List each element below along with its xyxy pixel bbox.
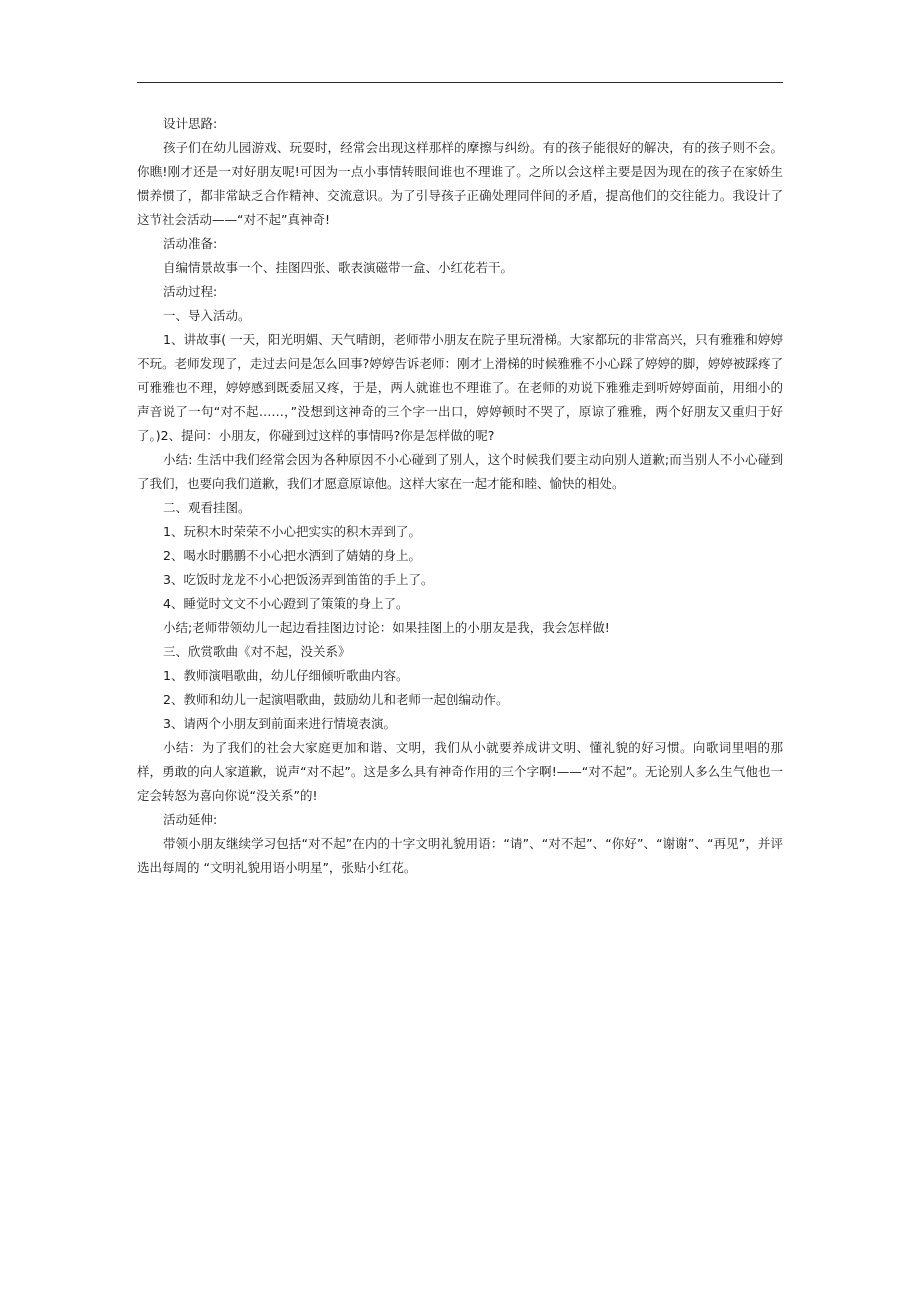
paragraph-story: 1、讲故事( 一天，阳光明媚、天气晴朗，老师带小朋友在院子里玩滑梯。大家都玩的非常高兴，只有雅雅和婷婷不玩。老师发现了，走过去问是怎么回事?婷婷告诉老师：刚才上滑梯的时候雅雅不小心踩了婷婷的脚，婷婷被踩疼了可雅雅也不理，婷婷感到既委屈又疼，于是，两人就谁也不理谁了。在老师的劝说下雅雅走到听婷婷面前，用细小的声音说了一句“对不起……，”没想到这神奇的三个字一出口，婷婷顿时不哭了，原谅了雅雅，两个好朋友又重归于好了。)2、提问：小朋友，你碰到过这样的事情吗?你是怎样做的呢? <box>137 332 783 443</box>
section-heading-song: 三、欣赏歌曲《对不起，没关系》 <box>163 644 351 659</box>
heading-design-idea: 设计思路: <box>163 116 218 131</box>
section-heading-intro: 一、导入活动。 <box>163 308 251 323</box>
list-item: 2、喝水时鹏鹏不小心把水洒到了婧婧的身上。 <box>163 548 421 563</box>
paragraph-summary-1: 小结: 生活中我们经常会因为各种原因不小心碰到了别人，这个时候我们要主动向别人道歉;而当别人不小心碰到了我们，也要向我们道歉，我们才愿意原谅他。这样大家在一起才能和睦、愉快的相处。 <box>137 452 783 491</box>
heading-preparation: 活动准备: <box>163 236 218 251</box>
heading-extension: 活动延伸: <box>163 812 218 827</box>
list-item: 2、教师和幼儿一起演唱歌曲，鼓励幼儿和老师一起创编动作。 <box>163 692 509 707</box>
list-item: 4、睡觉时文文不小心蹬到了策策的身上了。 <box>163 596 409 611</box>
list-item: 3、请两个小朋友到前面来进行情境表演。 <box>163 716 396 731</box>
header-rule <box>137 82 783 83</box>
paragraph-preparation: 自编情景故事一个、挂图四张、歌表演磁带一盒、小红花若干。 <box>163 260 514 275</box>
paragraph-extension: 带领小朋友继续学习包括“对不起”在内的十字文明礼貌用语：“请”、“对不起”、“你好”、“谢谢”、“再见”，并评选出每周的 “文明礼貌用语小明星”，张贴小红花。 <box>137 836 783 875</box>
heading-process: 活动过程: <box>163 284 218 299</box>
list-item: 1、教师演唱歌曲，幼儿仔细倾听歌曲内容。 <box>163 668 409 683</box>
paragraph-summary-2: 小结;老师带领幼儿一起边看挂图边讨论：如果挂图上的小朋友是我，我会怎样做! <box>163 620 610 635</box>
paragraph-design-idea: 孩子们在幼儿园游戏、玩耍时，经常会出现这样那样的摩擦与纠纷。有的孩子能很好的解决，有的孩子则不会。你瞧!刚才还是一对好朋友呢!可因为一点小事情转眼间谁也不理谁了。之所以会这样主要是因为现在的孩子在家娇生惯养惯了，都非常缺乏合作精神、交流意识。为了引导孩子正确处理同伴间的矛盾，提高他们的交往能力。我设计了这节社会活动——“对不起”真神奇! <box>137 140 783 227</box>
list-item: 1、玩积木时荣荣不小心把实实的积木弄到了。 <box>163 524 421 539</box>
paragraph-summary-3: 小结：为了我们的社会大家庭更加和谐、文明，我们从小就要养成讲文明、懂礼貌的好习惯。向歌词里唱的那样，勇敢的向人家道歉，说声“对不起”。这是多么具有神奇作用的三个字啊!——“对不起”。无论别人多么生气他也一定会转怒为喜向你说“没关系”的! <box>137 740 783 803</box>
document-body <box>137 112 783 880</box>
section-heading-pictures: 二、观看挂图。 <box>163 500 251 515</box>
list-item: 3、吃饭时龙龙不小心把饭汤弄到笛笛的手上了。 <box>163 572 434 587</box>
